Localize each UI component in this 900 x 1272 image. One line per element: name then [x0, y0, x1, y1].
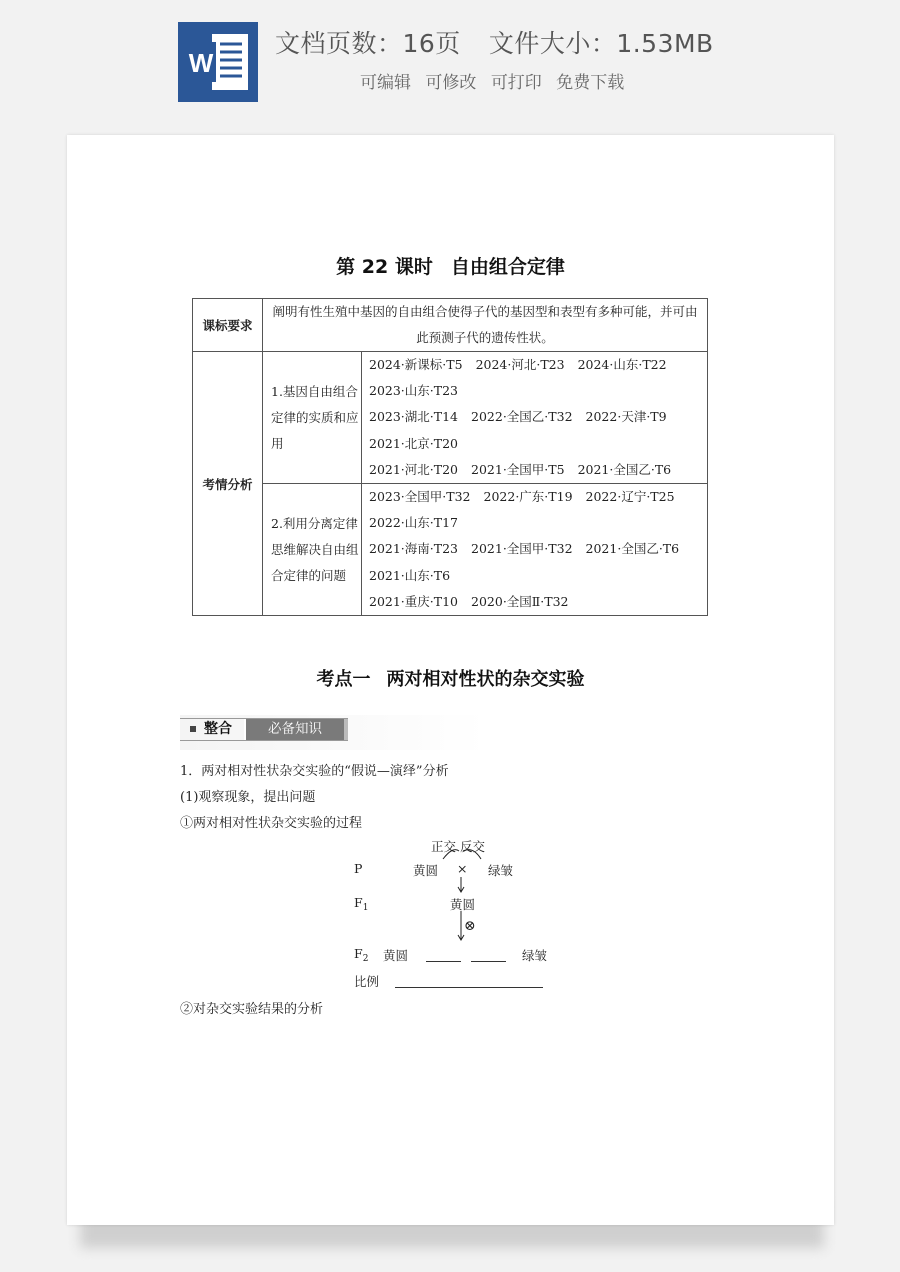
paragraph-1: 1．两对相对性状杂交实验的“假说—演绎”分析 [180, 764, 449, 779]
cross-arrows [67, 135, 834, 1225]
f2-first-phenotype: 黄圆 [383, 948, 409, 963]
feature-modifiable: 可修改 [425, 73, 477, 93]
p-right-phenotype: 绿皱 [488, 863, 514, 878]
feature-printable: 可打印 [490, 73, 542, 93]
file-size: 文件大小：1.53MB [488, 29, 714, 58]
subtopic-1-label: 1.基因自由组合定律的实质和应用 [263, 352, 362, 484]
lesson-topic: 自由组合定律 [450, 256, 565, 278]
subtopic-1-refs: 2024·新课标·T5 2024·河北·T23 2024·山东·T22 2023·山东·T23 2023·湖北·T14 2022·全国乙·T32 2022·天津·T9 2021·北京·T20 2021·河北·T20 2021·全国甲·T5 2021·全国乙·T6 [362, 352, 708, 484]
subtopic-2-label: 2.利用分离定律思维解决自由组合定律的问题 [263, 484, 362, 616]
svg-text:W: W [188, 48, 214, 78]
row-header-analysis: 考情分析 [193, 352, 263, 616]
section-number: 考点一 [316, 669, 371, 690]
lesson-number: 第 22 课时 [336, 256, 433, 278]
document-meta-title [275, 24, 714, 60]
cross-direction-labels: 正交 反交 [431, 839, 485, 854]
paragraph-2: (1)观察现象，提出问题 [180, 790, 316, 805]
p-left-phenotype: 黄圆 [413, 863, 439, 878]
cross-arc-right-arrow [463, 850, 481, 859]
ratio-label: 比例 [354, 974, 380, 989]
generation-f2-label: $F_2$ [354, 946, 369, 964]
requirement-text: 阐明有性生殖中基因的自由组合使得子代的基因型和表型有多种可能，并可由此预测子代的遗传性状。 [263, 299, 708, 352]
row-header-requirement: 课标要求 [193, 299, 263, 352]
cross-symbol: × [457, 861, 468, 876]
paragraph-4: ②对杂交实验结果的分析 [180, 1002, 324, 1017]
page-count: 文档页数：16页 [275, 29, 461, 58]
generation-p-label: P [354, 861, 363, 876]
cross-arc-left-arrow [443, 850, 459, 859]
feature-editable: 可编辑 [360, 73, 411, 93]
document-page [67, 135, 834, 1225]
generation-f1-label: $F_1$ [354, 895, 369, 913]
banner-main-label: 整合 [204, 721, 232, 737]
f2-last-phenotype: 绿皱 [522, 948, 548, 963]
section-name: 两对相对性状的杂交实验 [386, 669, 585, 690]
subtopic-2-refs: 2023·全国甲·T32 2022·广东·T19 2022·辽宁·T25 2022·山东·T17 2021·海南·T23 2021·全国甲·T32 2021·全国乙·T6 2021·山东·T6 2021·重庆·T10 2020·全国Ⅱ·T32 [362, 484, 708, 616]
banner-tag-label: 必备知识 [244, 719, 344, 740]
feature-free-download: 免费下载 [556, 73, 625, 93]
word-document-icon [178, 22, 258, 102]
selfing-symbol: ⊗ [464, 918, 476, 934]
f1-phenotype: 黄圆 [450, 897, 476, 912]
feature-list [360, 68, 633, 93]
paragraph-3: ①两对相对性状杂交实验的过程 [180, 816, 363, 831]
